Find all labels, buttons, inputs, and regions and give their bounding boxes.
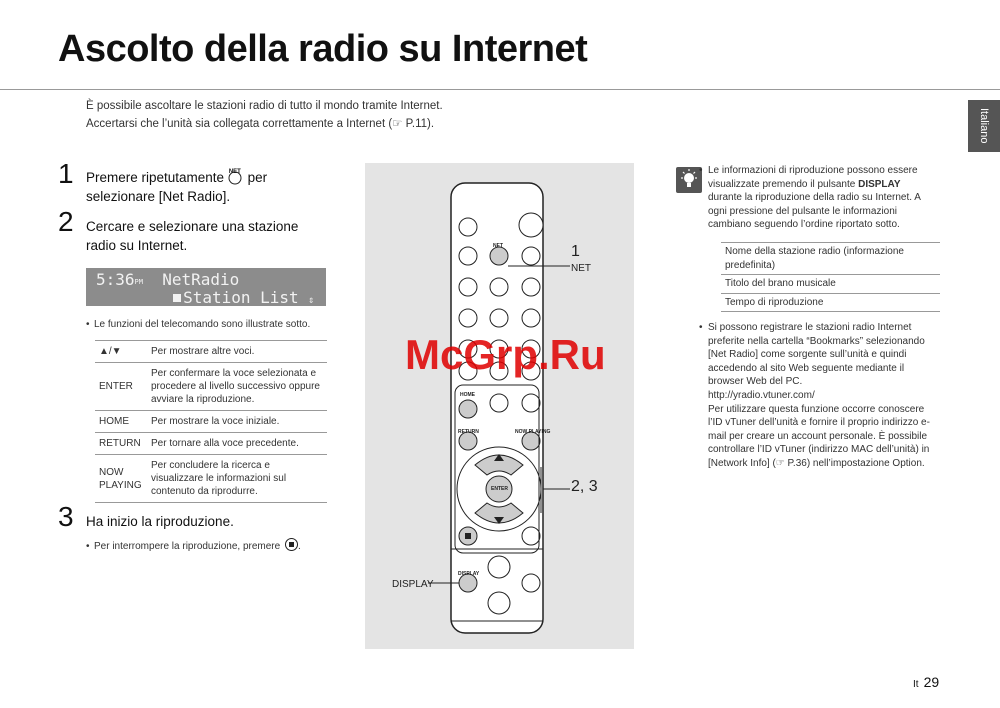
desc-cell: Per mostrare altre voci. bbox=[147, 341, 327, 363]
page-number bbox=[913, 674, 939, 690]
step-2-number: 2 bbox=[58, 206, 74, 237]
table-row bbox=[721, 293, 940, 312]
step-1-line-1b: per bbox=[247, 170, 268, 185]
table-row bbox=[95, 411, 327, 433]
net-key-label: NET bbox=[493, 243, 503, 249]
stop-button-icon bbox=[285, 538, 298, 551]
table-row bbox=[95, 363, 327, 411]
language-tab: Italiano bbox=[968, 100, 1000, 152]
enter-key-label: ENTER bbox=[491, 486, 508, 492]
table-row bbox=[721, 243, 940, 275]
intro-line-2: Accertarsi che l’unità sia collegata correttamente a Internet (☞ P.11). bbox=[86, 118, 435, 130]
tip-1-bold: DISPLAY bbox=[858, 178, 901, 190]
intro-line-1: È possibile ascoltare le stazioni radio di tutto il mondo tramite Internet. bbox=[86, 100, 443, 112]
display-key-label: DISPLAY bbox=[458, 571, 480, 577]
desc-cell: Per mostrare la voce iniziale. bbox=[147, 411, 327, 433]
net-button-icon bbox=[228, 170, 244, 184]
watermark: McGrp.Ru bbox=[405, 331, 606, 378]
tip-2: • Si possono registrare le stazioni radio Internet preferite nella cartella “Bookmarks” selezionando [Net Radio] come sorgente sull’unità e quindi accedendo al sito Web seguente mediante il browser Web del PC. http://yradio.vtuner.com/ Per utilizzare questa funzione occorre conoscere l’ID vTuner dell’unità e fornire il proprio indirizzo e-mail per creare un account personale. È possibile controllare l’ID vTuner (indirizzo MAC dell’unità) in [Network Info] (☞ P.36) nell’impostazione Option. bbox=[708, 321, 936, 471]
scroll-arrows-icon: ⇕ bbox=[308, 295, 315, 306]
title-rule bbox=[0, 89, 1000, 90]
tip-2-text-b: Per utilizzare questa funzione occorre conoscere l’ID vTuner dell’unità e fornire il proprio indirizzo e-mail per creare un account personale. È possibile controllare l’ID vTuner (indirizzo MAC dell’unità) in [Network Info] (☞ P.36) nell’impostazione Option. bbox=[708, 403, 930, 469]
step-1-line-2: selezionare [Net Radio]. bbox=[86, 189, 231, 204]
tip-2-text: Si possono registrare le stazioni radio Internet preferite nella cartella “Bookmarks” selezionando [Net Radio] come sorgente sull’unità e quindi accedendo al sito Web seguente mediante il browser Web del PC. bbox=[708, 322, 925, 388]
callout-1-label: NET bbox=[571, 263, 591, 274]
stop-note-end: . bbox=[297, 541, 301, 552]
callout-2-number: 2, 3 bbox=[571, 478, 598, 495]
table-row bbox=[95, 341, 327, 363]
key-cell: ENTER bbox=[95, 363, 147, 411]
folder-icon bbox=[173, 294, 181, 302]
key-cell: RETURN bbox=[95, 433, 147, 455]
net-icon-label: NET bbox=[228, 169, 241, 175]
home-key-label: HOME bbox=[460, 392, 475, 398]
lcd-source: NetRadio bbox=[162, 270, 240, 289]
info-cell: Tempo di riproduzione bbox=[721, 293, 940, 312]
stop-note: • Per interrompere la riproduzione, premere . bbox=[86, 538, 301, 554]
lcd-item: Station List bbox=[183, 288, 299, 307]
intro-text bbox=[86, 97, 443, 133]
remote-note-text: Le funzioni del telecomando sono illustrate sotto. bbox=[94, 319, 311, 330]
info-cell: Titolo del brano musicale bbox=[721, 275, 940, 294]
step-1-line-1a: Premere ripetutamente bbox=[86, 170, 225, 185]
key-cell: HOME bbox=[95, 411, 147, 433]
remote-figure bbox=[365, 163, 634, 649]
step-2-line-1: Cercare e selezionare una stazione bbox=[86, 219, 299, 234]
desc-cell: Per tornare alla voce precedente. bbox=[147, 433, 327, 455]
now-playing-key-label: NOW PLAYING bbox=[515, 429, 551, 435]
step-2-line-2: radio su Internet. bbox=[86, 238, 188, 253]
step-1-number: 1 bbox=[58, 158, 74, 189]
tip-1: • Le informazioni di riproduzione possono essere visualizzate premendo il pulsante DISPLAY durante la riproduzione della radio su Internet. A ogni pressione del pulsante le informazioni cambiano seguendo l’ordine riportato sotto. bbox=[699, 165, 921, 231]
key-cell: ▲/▼ bbox=[95, 341, 147, 363]
return-key-label: RETURN bbox=[458, 429, 479, 435]
page-title: Ascolto della radio su Internet bbox=[58, 28, 588, 70]
remote-note: • Le funzioni del telecomando sono illustrate sotto. bbox=[86, 319, 311, 330]
remote-keys-table bbox=[95, 340, 327, 503]
desc-cell: Per concludere la ricerca e visualizzare le informazioni sul contenuto da riprodurre. bbox=[147, 455, 327, 503]
lcd-time: 5:36 bbox=[96, 270, 135, 289]
key-cell: NOW PLAYING bbox=[95, 455, 147, 503]
page-lang: It bbox=[913, 679, 919, 690]
callout-display-label: DISPLAY bbox=[392, 579, 434, 590]
step-3-number: 3 bbox=[58, 501, 74, 532]
table-row bbox=[95, 455, 327, 503]
tip-1-text-b: durante la riproduzione della radio su Internet. A ogni pressione del pulsante le informazioni cambiano seguendo l’ordine riportato sotto. bbox=[708, 192, 921, 231]
page-num: 29 bbox=[923, 674, 940, 690]
lcd-ampm: PM bbox=[134, 278, 143, 286]
table-row bbox=[721, 275, 940, 294]
stop-note-text: Per interrompere la riproduzione, premere bbox=[94, 541, 281, 552]
tip-1-text-a: Le informazioni di riproduzione possono essere visualizzate premendo il pulsante bbox=[708, 165, 918, 190]
step-1-text bbox=[86, 168, 267, 206]
display-info-table bbox=[721, 242, 940, 312]
step-2-text bbox=[86, 217, 298, 255]
info-cell: Nome della stazione radio (informazione predefinita) bbox=[721, 243, 940, 275]
desc-cell: Per confermare la voce selezionata e procedere al livello successivo oppure avviare la riproduzione. bbox=[147, 363, 327, 411]
tip-2-url: http://yradio.vtuner.com/ bbox=[708, 389, 815, 401]
step-3-text: Ha inizio la riproduzione. bbox=[86, 514, 234, 529]
table-row bbox=[95, 433, 327, 455]
remote-control-drawing bbox=[365, 163, 634, 649]
front-display-lcd bbox=[86, 268, 326, 306]
callout-1-number: 1 bbox=[571, 243, 580, 260]
